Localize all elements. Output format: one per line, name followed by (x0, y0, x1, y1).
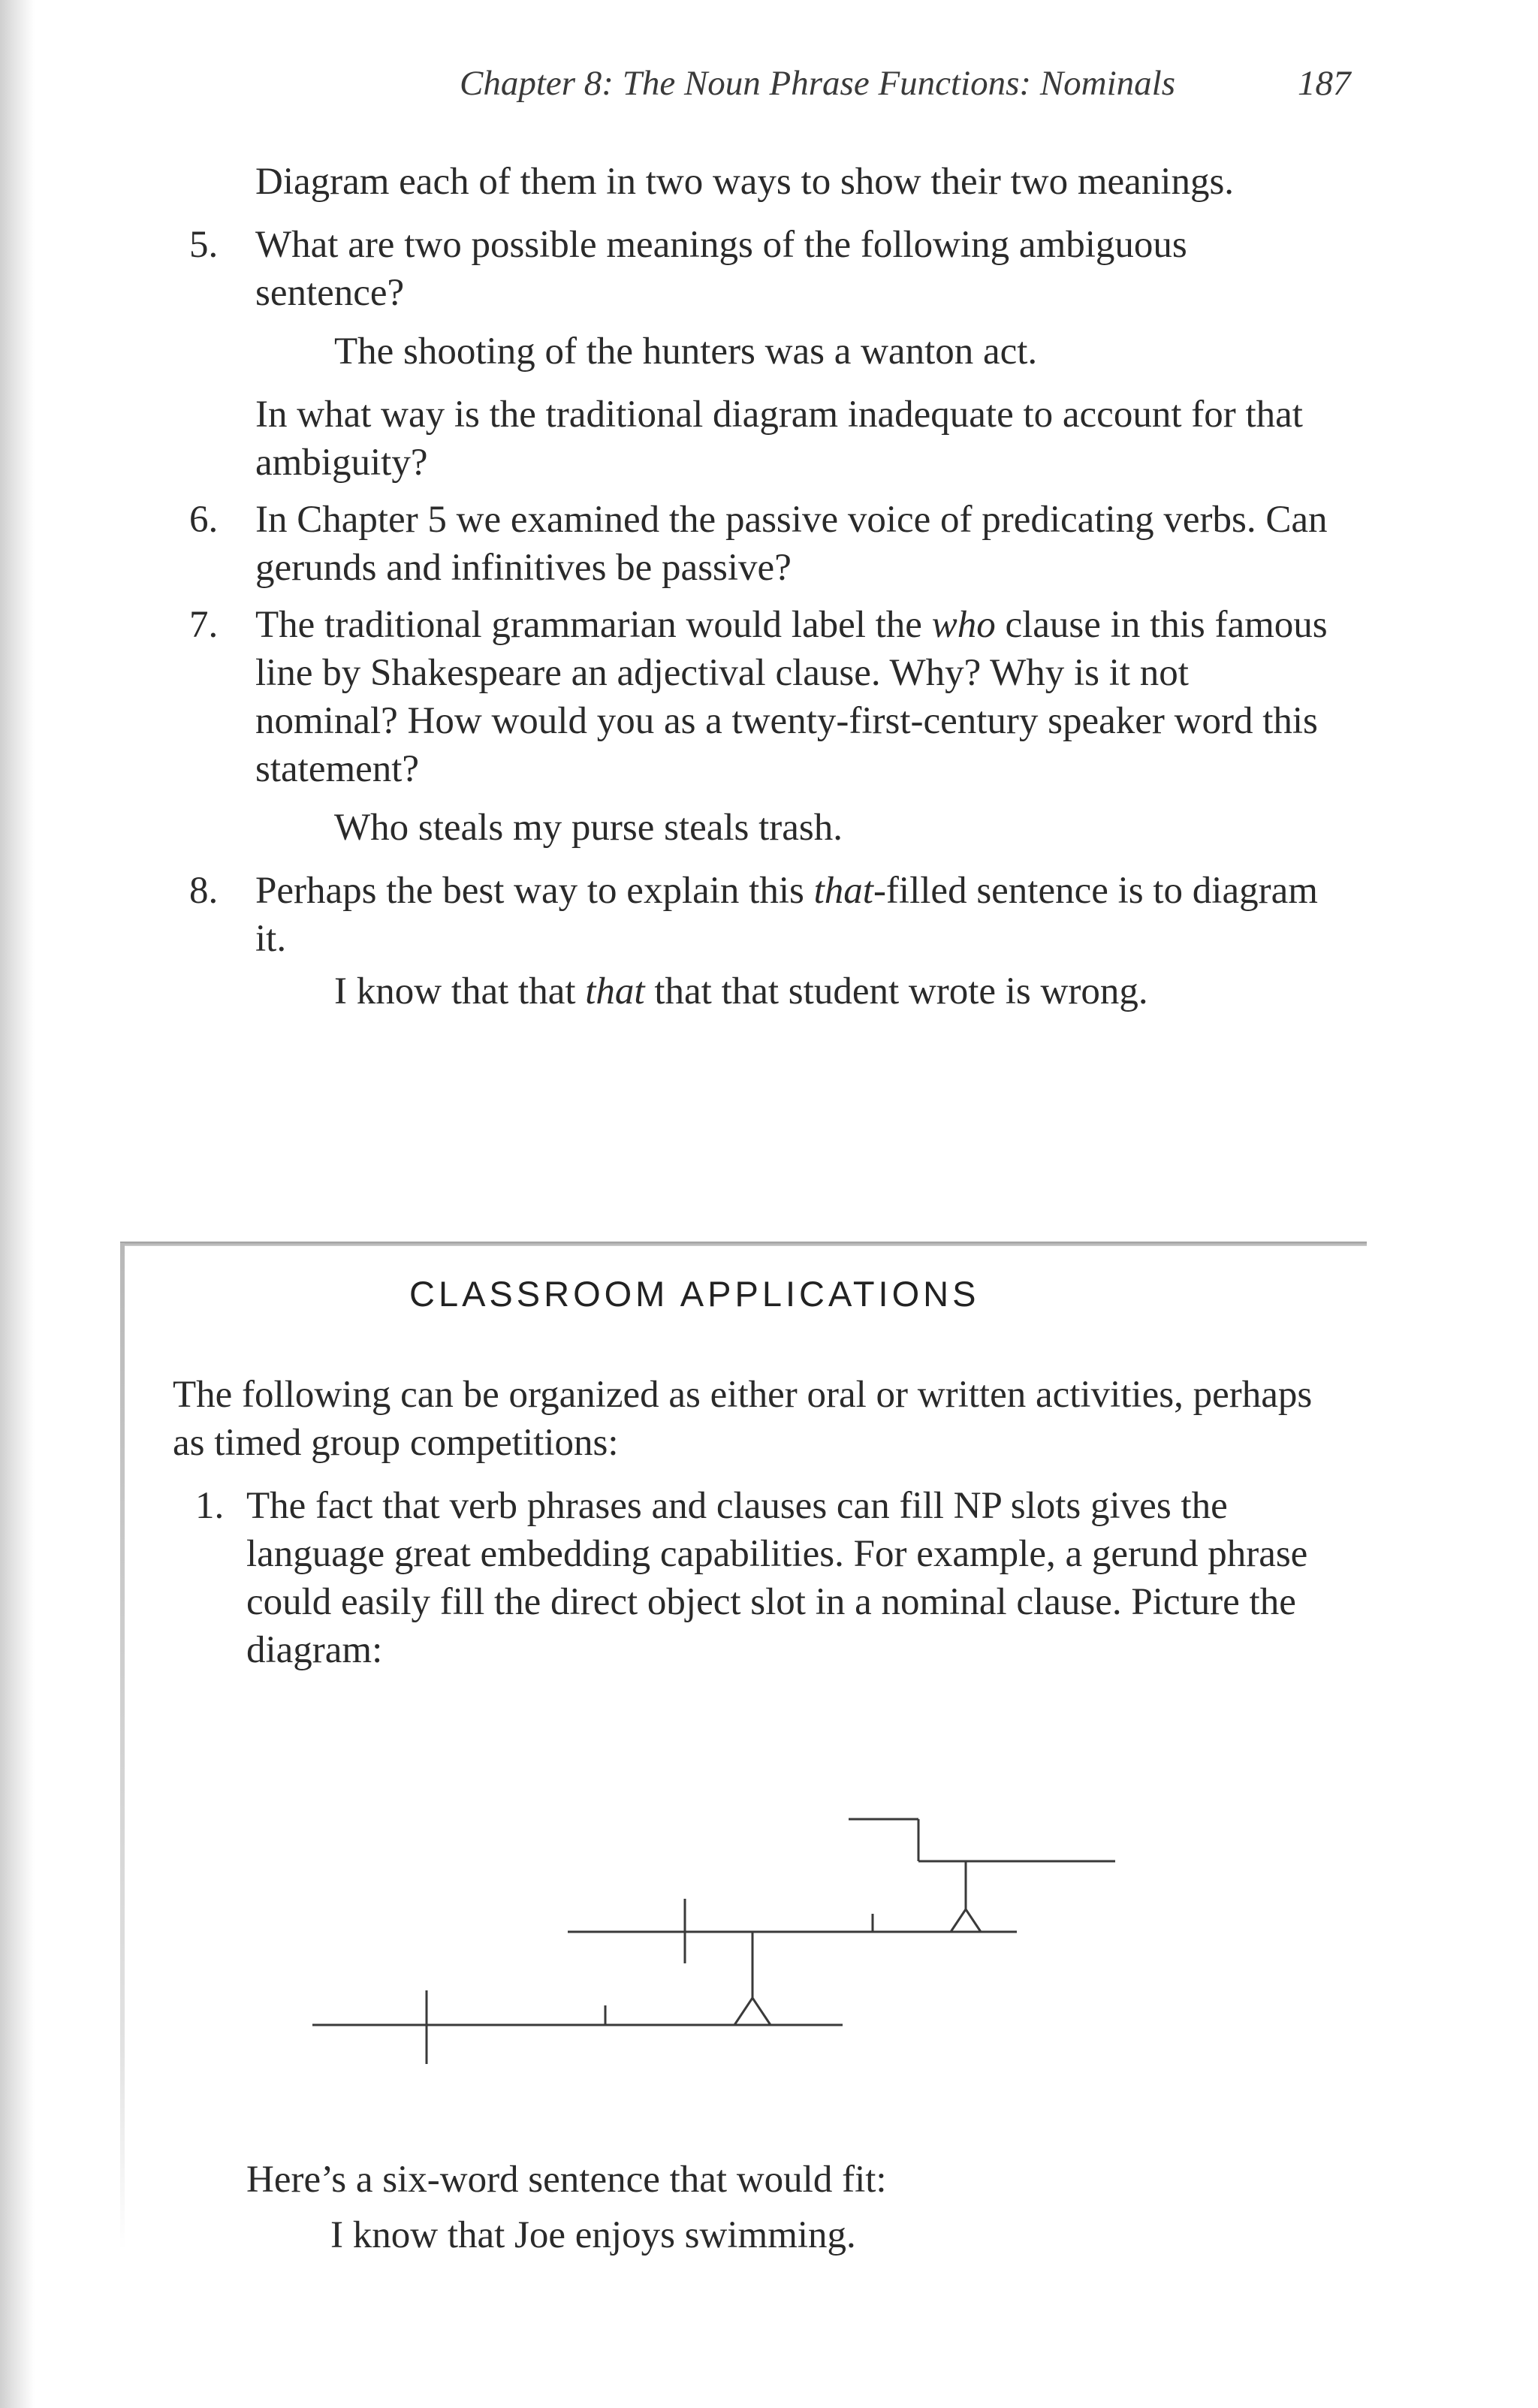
exercise-number: 7. (189, 604, 219, 646)
text-segment: Perhaps the best way to explain this (255, 870, 814, 912)
example-intro: Here’s a six-word sentence that would fit: (246, 2159, 887, 2201)
exercise-5 (189, 221, 1337, 487)
italic-term: that (813, 870, 873, 912)
running-head: Chapter 8: The Noun Phrase Functions: Nominals (460, 64, 1176, 103)
scan-gutter-shadow (0, 0, 35, 2408)
box-left-border (120, 1243, 125, 2250)
exercise-text (255, 867, 1337, 963)
exercise-text: What are two possible meanings of the following ambiguous sentence? (255, 224, 1187, 314)
exercise-number: 6. (189, 499, 219, 541)
application-number: 1. (195, 1485, 225, 1527)
exercise-7 (189, 601, 1337, 852)
example-sentence: I know that Joe enjoys swimming. (330, 2214, 856, 2256)
exercise-4-continuation: Diagram each of them in two ways to show their two meanings. (255, 161, 1235, 203)
page-number: 187 (1298, 64, 1351, 103)
diagram-example (246, 2156, 1328, 2259)
gerund-pedestal-left-leg (951, 1909, 966, 1932)
text-segment: The traditional grammarian would label the (255, 604, 932, 646)
gerund-pedestal-right-leg (966, 1909, 981, 1932)
italic-term: who (931, 604, 996, 646)
text-segment: that that student wrote is wrong. (644, 970, 1148, 1012)
exercise-list (189, 158, 1337, 1030)
text-segment: -filled sentence is to diagram it. (255, 870, 1318, 960)
example-sentence: The shooting of the hunters was a wanton act. (334, 330, 1038, 373)
section-heading: CLASSROOM APPLICATIONS (409, 1274, 980, 1314)
exercise-number: 5. (189, 224, 219, 266)
section-rule (120, 1242, 1367, 1246)
application-text: The fact that verb phrases and clauses can fill NP slots gives the language great embedding capabilities. For example, a gerund phrase could easily fill the direct object slot in a nominal clause. Picture the diagram: (246, 1485, 1308, 1671)
exercise-8 (189, 867, 1337, 1015)
intro-paragraph: The following can be organized as either oral or written activities, perhaps as timed group competitions: (173, 1374, 1313, 1464)
exercise-text (255, 601, 1337, 793)
example-sentence (334, 967, 1337, 1015)
exercise-text: In Chapter 5 we examined the passive voice of predicating verbs. Can gerunds and infinitives be passive? (255, 499, 1328, 589)
text-segment: clause in this famous line by Shakespeare an adjectival clause. Why? Why is it not nominal? How would you as a twenty-first-century speaker word this statement? (255, 604, 1328, 790)
exercise-followup: In what way is the traditional diagram inadequate to account for that ambiguity? (255, 394, 1303, 484)
pedestal-right-leg (752, 1998, 771, 2025)
text-segment: I know that that (334, 970, 586, 1012)
exercise-number: 8. (189, 870, 219, 912)
sentence-diagram (300, 1743, 1141, 2088)
classroom-applications (173, 1371, 1337, 1683)
application-1 (195, 1482, 1337, 1674)
italic-term: that (585, 970, 645, 1012)
exercise-6 (189, 496, 1337, 592)
example-sentence: Who steals my purse steals trash. (334, 807, 843, 849)
pedestal-left-leg (734, 1998, 752, 2025)
